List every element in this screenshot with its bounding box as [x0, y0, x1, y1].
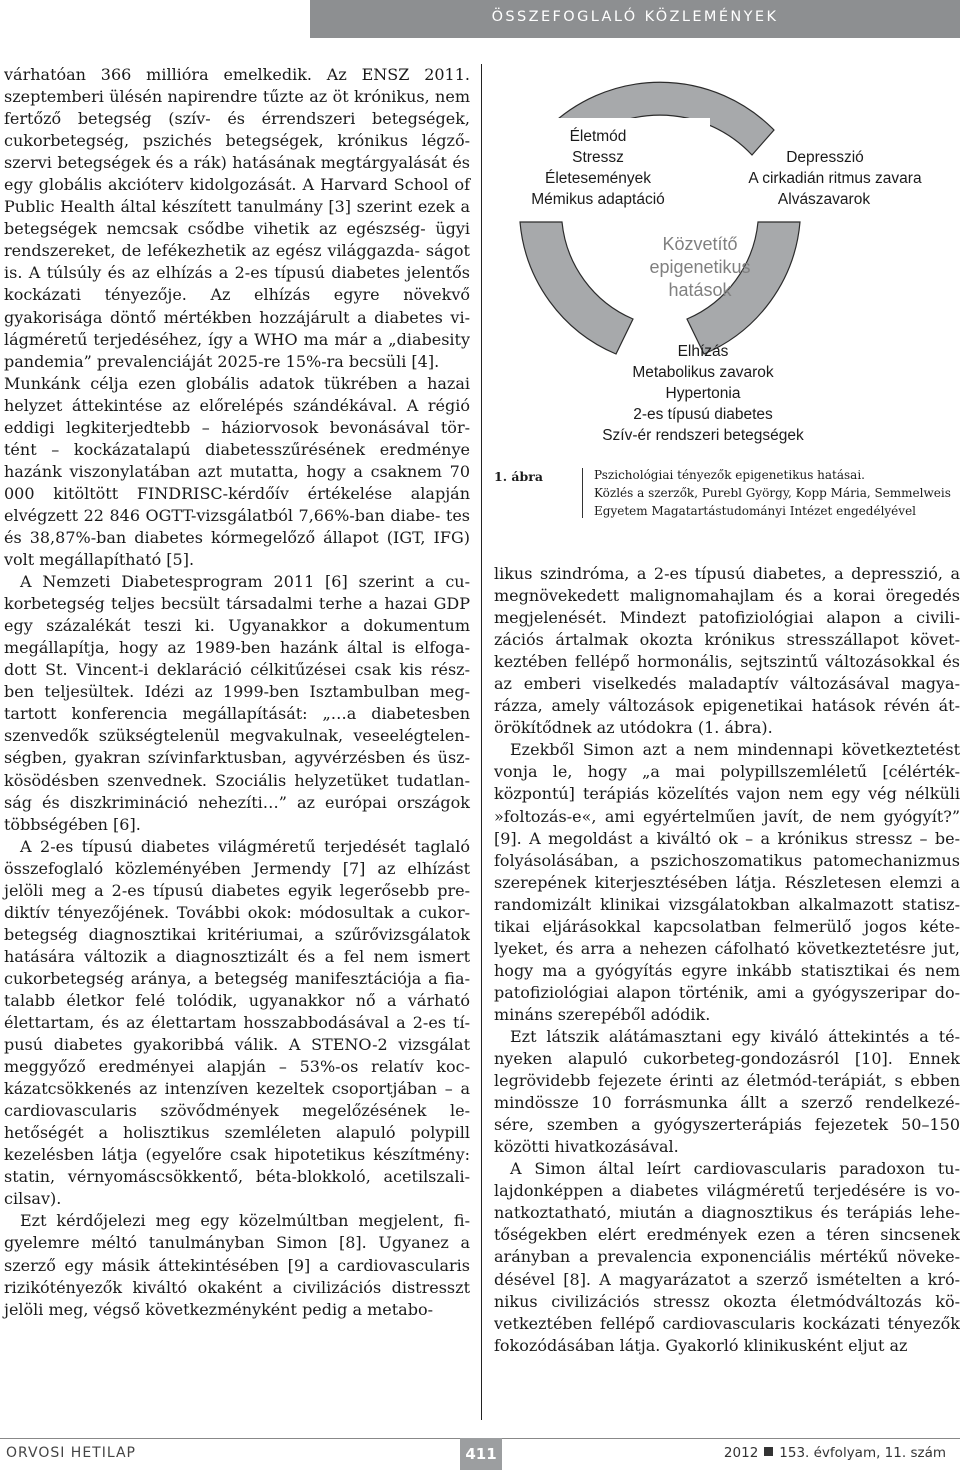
label-cirkadian-ritmus: A cirkadián ritmus zavara: [748, 170, 922, 187]
center-label-epigenetikus: epigenetikus: [649, 257, 751, 277]
label-metabolikus-zavarok: Metabolikus zavarok: [632, 364, 774, 381]
label-eletmod: Életmód: [569, 128, 627, 145]
paragraph: Ezekből Simon azt a nem mindennapi következtetést vonja le, hogy „a mai polypillszemléletű [célérték- központú] terápiás közelítés vajon nem egy vég nélküli »foltozás-e«, ami egyértelműen javít, de nem gyógyít?” [9]. A megoldást a kiváltó ok – a krónikus stressz – be- folyásolásában, a pszichoszomatikus patomechanizmus szerepének kiterjesztésében látja. Részletesen elemzi a randomizált klinikai vizsgálatokban alkalmazott statisz- tikai eljárásokkal kapcsolatban felmerülő jogos kéte- lyeket, és arra a nehezen cáfolható következtetésre jut, hogy ma a gyógyítás egyre inkább statisztikai és nem patofiziológiai alapon történik, ami a gyógyszeripar do- mináns szerepéből adódik.: [494, 740, 960, 1024]
paragraph: A 2-es típusú diabetes világméretű terjedését taglaló összefoglaló közleményében Jermendy [7] az elhízást jelöli meg a 2-es típusú diabetes egyik legerősebb pre- diktív tényezőjének. További okok: módosultak a cukor- betegség diagnosztikai kritériumai, a szűrővizsgálatok hatására változik a diagnosztizált és a fel nem ismert cukorbetegség aránya, a betegség manifesztációja a fia- talabb életkor felé tolódik, ugyanakkor nő a várható élettartam, és az élettartam hosszabbodásával a 2-es tí- pusú diabetes gyakoribbá válik. A STENO-2 vizsgálat meggyőző eredményei alapján – 53%-os relatív koc- kázatcsökkenés az intenzíven kezeltek csoportjában – a cardiovascularis szövődmények megelőzésének le- hetőségét a holisztikus szemléleten alapuló polypill kezelésben látja (egyelőre csak hipotetikus készítmény: statin, vérnyomáscsökkentő, béta-blokkoló, acetilszali- cilsav).: [4, 836, 470, 1209]
left-text-column: [4, 64, 470, 1321]
label-eletesemenyek: Életesemények: [545, 170, 651, 187]
figure-epigenetic-diagram: [490, 70, 960, 510]
square-bullet-icon: [764, 1447, 773, 1456]
paragraph: A Nemzeti Diabetesprogram 2011 [6] szerint a cu- korbetegség teljes becsült társadalmi terhe a hazai GDP egy százalékát teszi ki. Ugyanakkor a dokumentum megállapítja, hogy az 1989-ben hazánk által is elfoga- dott St. Vincent-i deklaráció célkitűzései csak kis rész- ben teljesültek. Idézi az 1999-ben Isztambulban meg- tartott konferencia megállapítását: „…a diabetesben szenvedők szükségtelenül megvakulnak, veseelégtelen- ségben, gyakran szívinfarktusban, agyvérzésben és üsz- kösödésben szenvednek. Szociális helyzetüket tudatlan- ság és diszkrimináció nehezíti…” az európai országok többségében [6].: [4, 572, 470, 834]
footer-journal-name: ORVOSI HETILAP: [6, 1445, 136, 1461]
paragraph: várhatóan 366 millióra emelkedik. Az ENSZ 2011. szeptemberi ülésén napirendre tűzte az öt krónikus, nem fertőző betegség (szív- és érrendszeri betegségek, cukorbetegség, pszichés betegségek, krónikus légző- szervi betegségek és a rák) hatásának megtárgyalását és egy globális akcióterv kidolgozását. A Harvard School of Public Health által készített tanulmány [3] szerint ezek a betegségek nemcsak csődbe vihetik az egészség- ügyi rendszereket, de lefékezhetik az egész világgazda- ságot is. A túlsúly és az elhízás a 2-es típusú diabetes jelentős kockázati tényezője. Az elhízás egyre növekvő gyakorisága döntő mértékben hozzájárult a diabetes vi- lágméretű terjedéséhez, így a WHO ma már a „diabesity pandemia” prevalenciáját 2025-re 15%-ra becsüli [4].: [4, 65, 471, 371]
section-title: ÖSSZEFOGLALÓ KÖZLEMÉNYEK: [491, 9, 779, 25]
paragraph: Munkánk célja ezen globális adatok tükrében a hazai helyzet áttekintése az előrelépés szándékával. A régió eddigi legkiterjedtebb – háziorvosok bevonásával tör- tént – kockázatalapú diabetesszűrésének eredménye hazánk viszonylatában azt mutatta, hogy a csaknem 70 000 kitöltött FINDRISC-kérdőív értékelése alapján elvégzett 22 846 OGTT-vizsgálatból 7,66%-ban diabe- tes és 38,87%-ban diabetes kórmegelőző állapot (IGT, IFG) volt megállapítható [5].: [4, 373, 471, 570]
center-label-kozvetito: Közvetítő: [662, 234, 738, 254]
paragraph: A Simon által leírt cardiovascularis paradoxon tu- lajdonképpen a diabetes világméretű terjedésére is vo- natkoztatható, miután a diagnosztikus és terápiás lehe- tőségekben elért eredmények ezen a téren sincsenek arányban a prevalencia exponenciális mértékű növeke- désével [8]. A magyarázatot a szerző ismételten a kró- nikus civilizációs stressz okozta életmódváltozás kö- vetkeztében fellépő cardiovascularis kockázati tényezők fokozódásában látja. Gyakorló klinikusként eljut az: [494, 1159, 960, 1355]
label-szivér-betegsegek: Szív-ér rendszeri betegségek: [602, 427, 804, 444]
page-number: 411: [460, 1438, 502, 1470]
label-alvaszavarok: Alvászavarok: [777, 191, 871, 208]
paragraph: Ezt látszik alátámasztani egy kiváló áttekintés a té- nyeken alapuló cukorbeteg-gondozásról [10]. Ennek legrövidebb fejezete érinti az életmód-terápiát, s ebben mindössze 10 forrásmunka állt a szerző rendelkezé- sére, szemben a gyógyszerterápiás fejezetek 50–150 közötti hivatkozásával.: [494, 1026, 960, 1157]
label-memikus-adaptacio: Mémikus adaptáció: [531, 191, 665, 208]
ring-arc-left: [520, 222, 633, 354]
label-stressz: Stressz: [572, 149, 624, 166]
right-text-column: [494, 563, 960, 1357]
section-header-bar: [310, 0, 960, 38]
center-label-hatasok: hatások: [668, 280, 732, 300]
footer-issue-info: 2012 153. évfolyam, 11. szám: [723, 1445, 946, 1461]
paragraph: Ezt kérdőjelezi meg egy közelmúltban megjelent, fi- gyelemre méltó tanulmányban Simon [8]. Ugyanez a szerző egy másik áttekintésében [9] a cardiovascularis rizikótényezők kiváltó okaként a civilizációs distresszt jelöli meg, végső következményként pedig a metabo-: [4, 1211, 470, 1319]
label-depresszio: Depresszió: [786, 149, 864, 166]
caption-divider: [582, 468, 583, 518]
column-divider: [481, 64, 482, 1420]
paragraph: likus szindróma, a 2-es típusú diabetes, a depresszió, a megnövekedett malignomahajlam és a korai öregedés megjelenését. Mindezt patofiziológiai alapon a civili- zációs ártalmak okozta krónikus stresszállapot követ- keztében fellépő hormonális, sejtszintű változásokkal és az emberi viselkedés maladaptív változásával magya- rázza, amely változások epigenetikai hatások révén át- örökítődnek az utódokra (1. ábra).: [494, 564, 960, 738]
label-2es-diabetes: 2-es típusú diabetes: [633, 406, 773, 423]
label-elhizas: Elhízás: [677, 343, 729, 360]
figure-caption-label: 1. ábra: [494, 469, 543, 484]
figure-caption: Pszichológiai tényezők epigenetikus hatásai. Közlés a szerzők, Purebl György, Kopp Mária, Semmelweis Egyetem Magatartástudományi Intézet engedélyével: [594, 468, 951, 518]
label-hypertonia: Hypertonia: [665, 385, 741, 402]
